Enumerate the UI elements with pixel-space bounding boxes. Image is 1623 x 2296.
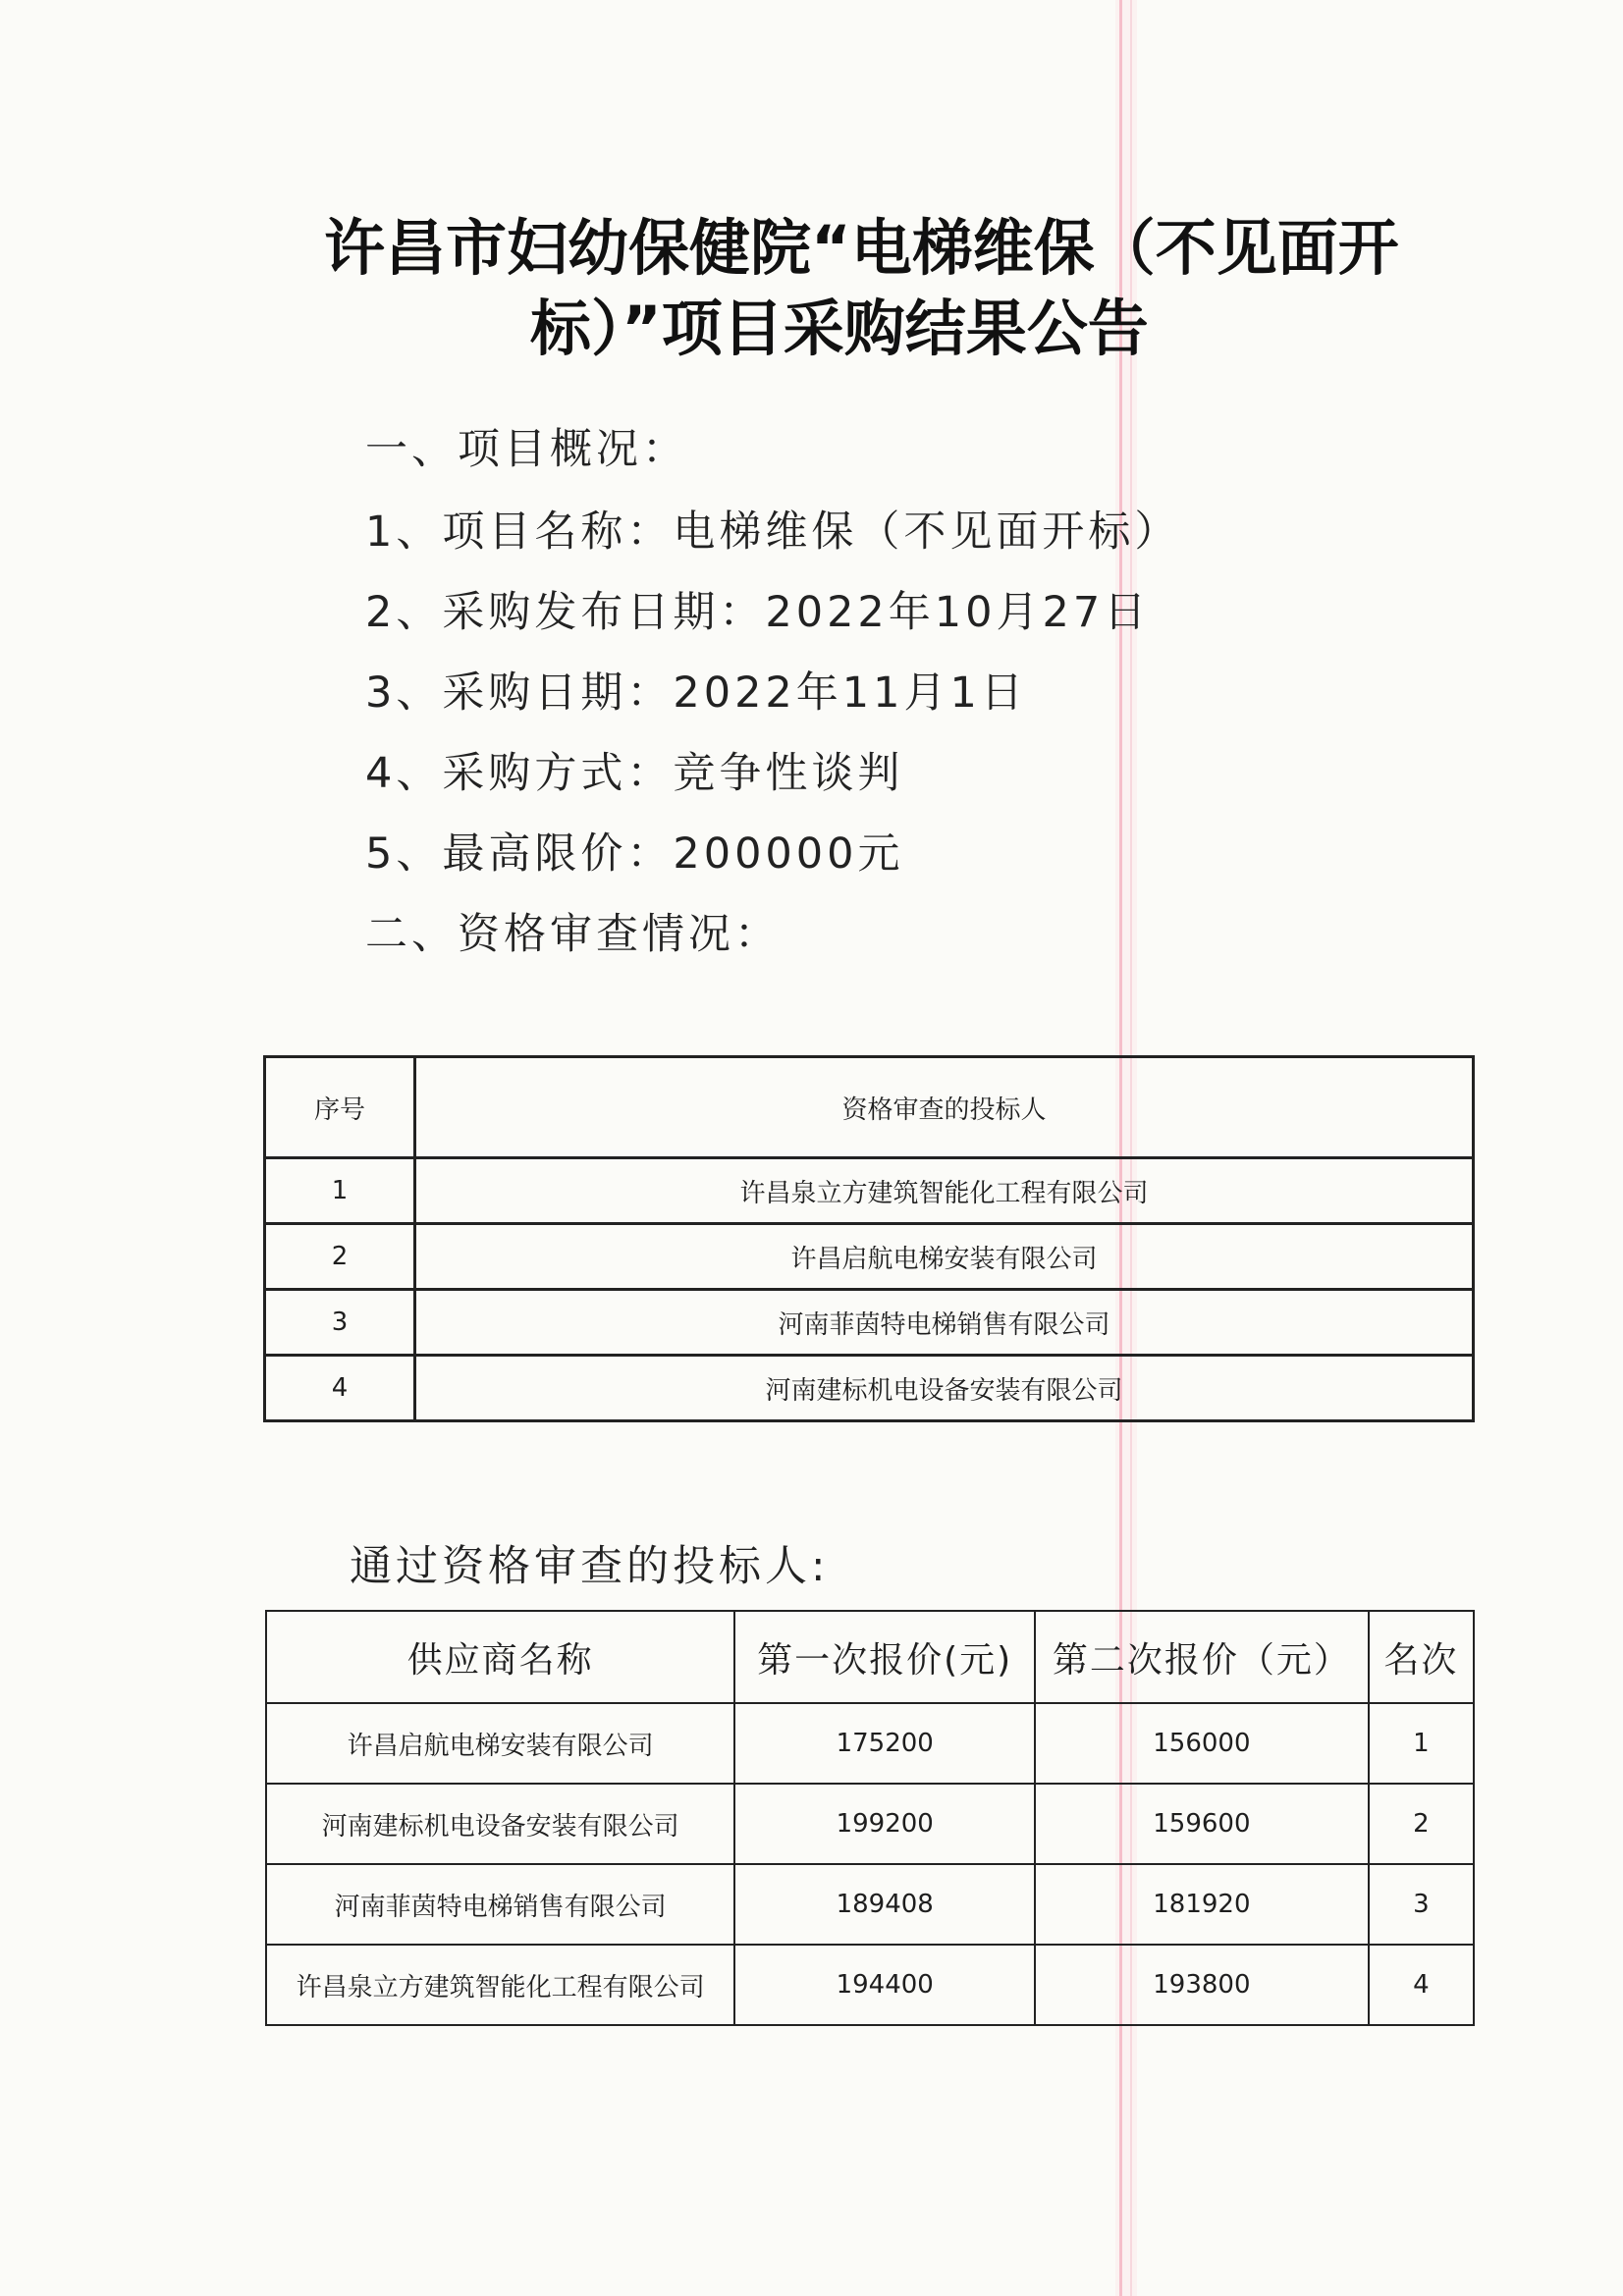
field-value: 电梯维保（不见面开标） [673,507,1181,557]
cell-second-quote: 193800 [1035,1945,1369,2025]
cell-bidder: 河南建标机电设备安装有限公司 [415,1356,1474,1421]
table-row [266,1703,1474,1784]
cell-rank: 2 [1369,1784,1474,1864]
cell-index: 1 [265,1158,415,1224]
field-value: 竞争性谈判 [673,749,904,798]
cell-rank: 4 [1369,1945,1474,2025]
table-row [265,1224,1474,1290]
cell-supplier: 许昌泉立方建筑智能化工程有限公司 [266,1945,734,2025]
cell-bidder: 许昌启航电梯安装有限公司 [415,1224,1474,1290]
field-value: 200000元 [673,829,904,879]
field-label: 1、项目名称： [365,507,674,557]
cell-rank: 3 [1369,1864,1474,1945]
field-label: 3、采购日期： [365,668,674,718]
field-value: 2022年10月27日 [765,588,1151,637]
header-cell-second-quote: 第二次报价（元） [1035,1611,1369,1703]
table-header-row [265,1057,1474,1158]
table-header-row [266,1611,1474,1703]
section-heading-overview: 一、项目概况： [365,425,688,474]
purchase-method-row [365,744,903,803]
cell-second-quote: 159600 [1035,1784,1369,1864]
cell-rank: 1 [1369,1703,1474,1784]
document-title-line-1: 许昌市妇幼保健院“电梯维保（不见面开 [324,212,1399,284]
field-label: 4、采购方式： [365,749,674,798]
header-cell-first-quote: 第一次报价(元) [734,1611,1035,1703]
table-row [265,1290,1474,1356]
cell-second-quote: 156000 [1035,1703,1369,1784]
max-price-row [365,825,904,883]
header-cell-supplier: 供应商名称 [266,1611,734,1703]
field-value: 2022年11月1日 [673,668,1027,718]
section-heading-passed-bidders: 通过资格审查的投标人: [350,1542,830,1591]
cell-first-quote: 175200 [734,1703,1035,1784]
table-row [265,1158,1474,1224]
header-cell-rank: 名次 [1369,1611,1474,1703]
cell-first-quote: 189408 [734,1864,1035,1945]
field-label: 2、采购发布日期： [365,588,766,637]
cell-first-quote: 194400 [734,1945,1035,2025]
purchase-date-row [365,664,1027,722]
header-cell-index: 序号 [265,1057,415,1158]
table-row [265,1356,1474,1421]
cell-first-quote: 199200 [734,1784,1035,1864]
project-name-row [365,503,1180,561]
table-row [266,1784,1474,1864]
document-title-line-2: 标）”项目采购结果公告 [530,293,1149,364]
cell-bidder: 河南菲茵特电梯销售有限公司 [415,1290,1474,1356]
cell-index: 3 [265,1290,415,1356]
cell-index: 2 [265,1224,415,1290]
cell-supplier: 河南建标机电设备安装有限公司 [266,1784,734,1864]
cell-bidder: 许昌泉立方建筑智能化工程有限公司 [415,1158,1474,1224]
cell-second-quote: 181920 [1035,1864,1369,1945]
field-label: 5、最高限价： [365,829,674,879]
header-cell-bidder: 资格审查的投标人 [415,1057,1474,1158]
publish-date-row [365,583,1150,642]
table-row [266,1945,1474,2025]
cell-supplier: 许昌启航电梯安装有限公司 [266,1703,734,1784]
section-heading-qualification: 二、资格审查情况： [365,910,781,959]
table-row [266,1864,1474,1945]
quotation-table [265,1610,1475,2026]
qualification-table [263,1055,1475,1422]
cell-supplier: 河南菲茵特电梯销售有限公司 [266,1864,734,1945]
cell-index: 4 [265,1356,415,1421]
